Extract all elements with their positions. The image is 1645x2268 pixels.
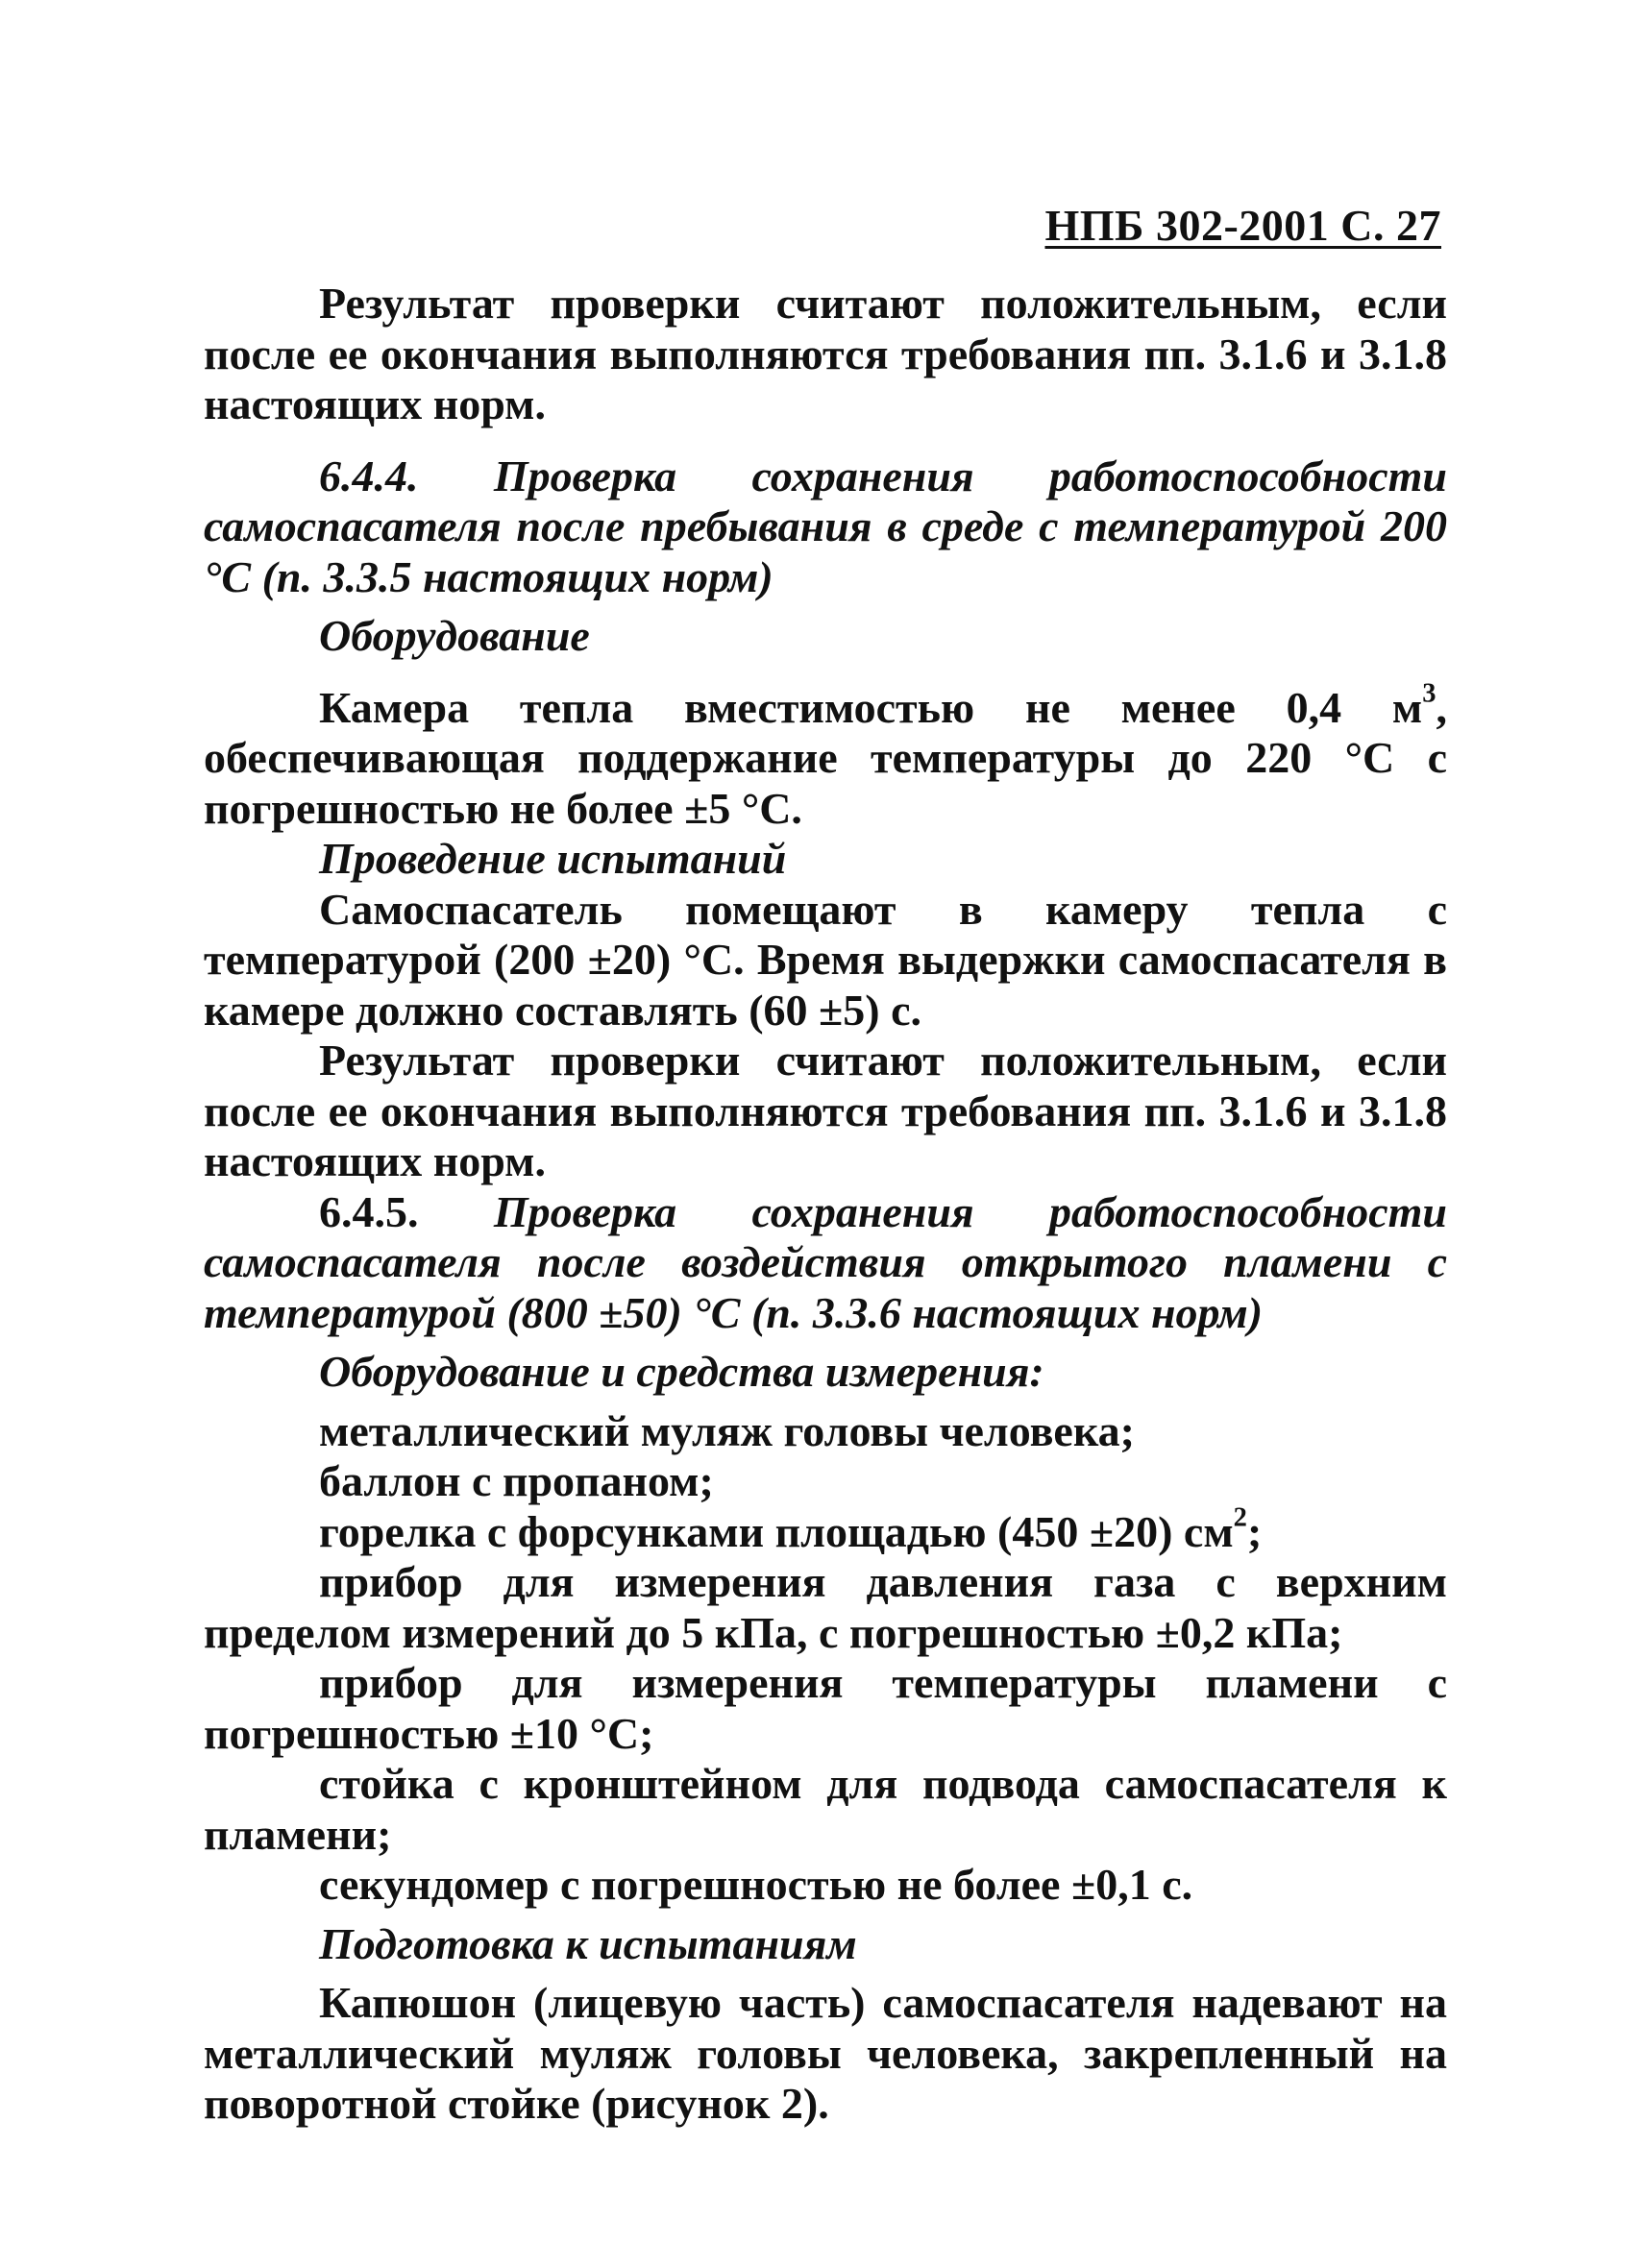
heat-chamber-text-b: , обеспечивающая поддержание температуры до 220 °С с погрешностью не более ±5 °С.	[204, 682, 1447, 833]
list-item-propane: баллон с пропаном;	[319, 1456, 714, 1505]
burner-text-b: ;	[1246, 1506, 1263, 1556]
subheading-equipment: Оборудование	[319, 611, 590, 660]
page-header: НПБ 302-2001 С. 27	[1044, 201, 1441, 250]
list-item-dummy-head: металлический муляж головы человека;	[319, 1405, 1135, 1455]
section-title-6-4-5	[204, 1187, 1447, 1339]
subheading-equipment-measurement: Оборудование и средства измерения:	[319, 1347, 1044, 1396]
superscript-square: 2	[1233, 1502, 1247, 1533]
paragraph-hood: Капюшон (лицевую часть) самоспасателя надевают на металлический муляж головы человека, закрепленный на поворотной стойке (рисунок 2).	[204, 1978, 1447, 2128]
superscript-cubic: 3	[1422, 678, 1436, 709]
subheading-preparation: Подготовка к испытаниям	[319, 1918, 857, 1968]
heat-chamber-text-a: Камера тепла вместимостью не менее 0,4 м	[319, 682, 1423, 732]
list-item-stopwatch: секундомер с погрешностью не более ±0,1 с.	[319, 1860, 1193, 1909]
list-item-stand: стойка с кронштейном для подвода самоспасателя к пламени;	[204, 1759, 1447, 1859]
section-title-6-4-4: 6.4.4. Проверка сохранения работоспособности самоспасателя после пребывания в среде с температурой 200 °С (п. 3.3.5 настоящих норм)	[204, 451, 1447, 601]
list-item-thermometer: прибор для измерения температуры пламени с погрешностью ±10 °С;	[204, 1658, 1447, 1758]
paragraph-result-1: Результат проверки считают положительным, если после ее окончания выполняются требования пп. 3.1.6 и 3.1.8 настоящих норм.	[204, 279, 1447, 428]
paragraph-result-2: Результат проверки считают положительным, если после ее окончания выполняются требования пп. 3.1.6 и 3.1.8 настоящих норм.	[204, 1036, 1447, 1185]
document-body	[204, 279, 1447, 2130]
list-item-burner	[204, 1502, 1447, 1558]
section-title-6-4-5-text: Проверка сохранения работоспособности самоспасателя после воздействия открытого пламени с температурой (800 ±50) °С (п. 3.3.6 настоящих норм)	[204, 1186, 1448, 1337]
paragraph-heat-chamber	[204, 678, 1447, 835]
paragraph-testing: Самоспасатель помещают в камеру тепла с температурой (200 ±20) °С. Время выдержки самоспасателя в камере должно составлять (60 ±5) с.	[204, 884, 1447, 1035]
section-number-6-4-5: 6.4.5.	[319, 1186, 494, 1236]
list-item-pressure-gauge: прибор для измерения давления газа с верхним пределом измерений до 5 кПа, с погрешностью ±0,2 кПа;	[204, 1557, 1447, 1657]
subheading-testing: Проведение испытаний	[319, 834, 787, 883]
burner-text-a: горелка с форсунками площадью (450 ±20) см	[319, 1506, 1234, 1556]
